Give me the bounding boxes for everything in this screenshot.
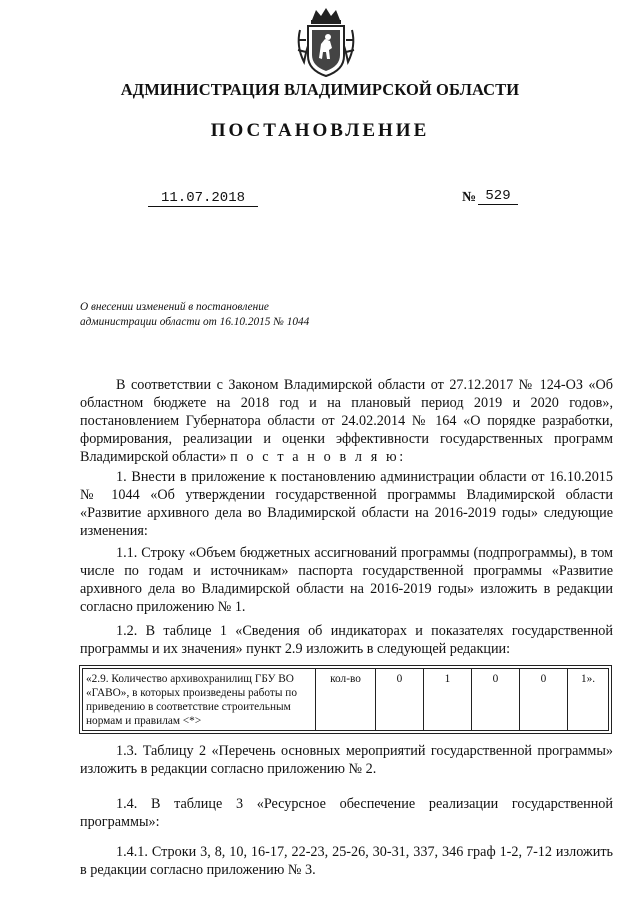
document-type-title: ПОСТАНОВЛЕНИЕ bbox=[210, 120, 430, 141]
item-1-3-paragraph bbox=[80, 742, 613, 778]
item-1-4-paragraph bbox=[80, 795, 613, 831]
document-date: 11.07.2018 bbox=[148, 190, 258, 207]
item-1-3-text: 1.3. Таблицу 2 «Перечень основных мероприятий государственной программы» изложить в редакции согласно приложению № 2. bbox=[80, 743, 613, 777]
indicator-name-cell: «2.9. Количество архивохранилищ ГБУ ВО «ГАВО», в которых произведены работы по приведению в соответствие строительным нормам и правилам <*> bbox=[83, 669, 316, 730]
item-1-paragraph bbox=[80, 468, 613, 540]
resolve-word: п о с т а н о в л я ю: bbox=[230, 449, 406, 465]
indicator-table bbox=[79, 665, 612, 734]
indicator-value-cell: 0 bbox=[376, 669, 424, 730]
item-1-text: 1. Внести в приложение к постановлению администрации области от 16.10.2015 № 1044 «Об утверждении государственной программы Владимирской области «Развитие архивного дела во Владимирской области на 2016-2019 годы» следующие изменения: bbox=[80, 469, 613, 539]
indicator-unit-cell: кол-во bbox=[316, 669, 376, 730]
indicator-value-cell: 1». bbox=[580, 673, 596, 685]
intro-paragraph bbox=[80, 376, 613, 466]
indicator-value-cell: 0 bbox=[520, 669, 568, 730]
item-1-4-1-paragraph bbox=[80, 843, 613, 879]
indicator-value-cell: 0 bbox=[472, 669, 520, 730]
intro-text: В соответствии с Законом Владимирской области от 27.12.2017 № 124-ОЗ «Об областном бюджете на 2018 год и на плановый период 2019 и 2020 годов», постановлением Губернатора области от 24.02.2014 № 164 «О порядке разработки, формирования, реализации и оценки эффективности государственных программ Владимирской области» bbox=[80, 377, 613, 465]
number-label: № bbox=[462, 190, 477, 205]
item-1-1-text: 1.1. Строку «Объем бюджетных ассигнований программы (подпрограммы), в том числе по годам и источникам» паспорта государственной программы «Развитие архивного дела во Владимирской области на 2016-2019 годы» изложить в редакции согласно приложению № 1. bbox=[80, 545, 613, 615]
item-1-2-paragraph bbox=[80, 622, 613, 658]
subject-line-1: О внесении изменений в постановление bbox=[80, 301, 269, 313]
item-1-4-text: 1.4. В таблице 3 «Ресурсное обеспечение реализации государственной программы»: bbox=[80, 796, 613, 830]
item-1-4-1-text: 1.4.1. Строки 3, 8, 10, 16-17, 22-23, 25-26, 30-31, 337, 346 граф 1-2, 7-12 изложить в редакции согласно приложению № 3. bbox=[80, 844, 613, 878]
item-1-2-text: 1.2. В таблице 1 «Сведения об индикаторах и показателях государственной программы и их значения» пункт 2.9 изложить в следующей редакции: bbox=[80, 623, 613, 657]
indicator-table-row bbox=[82, 668, 609, 731]
subject-line-2: администрации области от 16.10.2015 № 1044 bbox=[80, 316, 310, 328]
item-1-1-paragraph bbox=[80, 544, 613, 616]
indicator-value-cell: 1 bbox=[424, 669, 472, 730]
document-number: 529 bbox=[478, 188, 518, 205]
organization-title: АДМИНИСТРАЦИЯ ВЛАДИМИРСКОЙ ОБЛАСТИ bbox=[120, 80, 520, 99]
coat-of-arms-icon bbox=[292, 6, 360, 80]
document-subject bbox=[80, 300, 360, 330]
